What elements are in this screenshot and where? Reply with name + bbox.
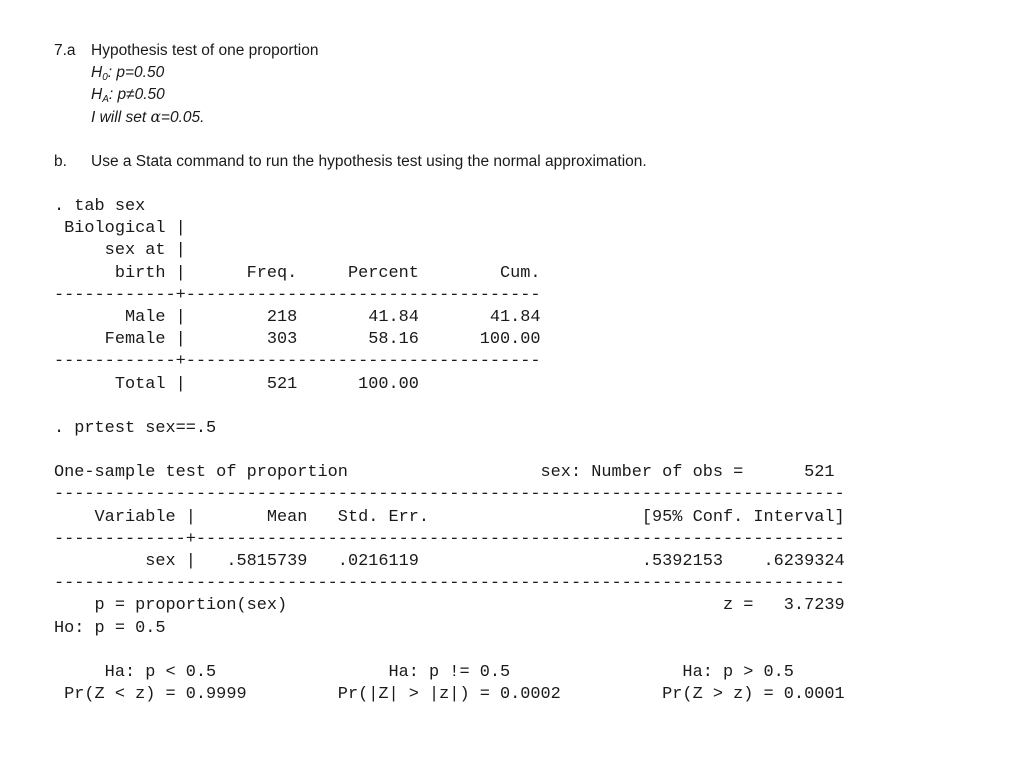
stata-line: sex at | (54, 241, 186, 261)
part-a-section (54, 40, 318, 128)
stata-line: p = proportion(sex) z = 3.7239 (54, 596, 845, 616)
stata-line: sex | .5815739 .0216119 .5392153 .6239324 (54, 552, 845, 571)
stata-line: Variable | Mean Std. Err. [95% Conf. Interval] (54, 507, 845, 527)
alternative-hypothesis-text: : p≠0.50 (108, 86, 165, 103)
stata-line: -------------+---------------------------------------------------------------- (54, 529, 845, 549)
stata-line: ------------------------------------------------------------------------------ (54, 485, 845, 505)
stata-line: ------------+----------------------------------- (54, 352, 541, 372)
alternative-hypothesis-subscript: A (102, 94, 109, 105)
stata-line: birth | Freq. Percent Cum. (54, 263, 541, 283)
stata-line: Female | 303 58.16 100.00 (54, 330, 541, 350)
part-b-number: b. (54, 153, 67, 170)
stata-line: Pr(Z < z) = 0.9999 Pr(|Z| > |z|) = 0.0002 Pr(Z > z) = 0.0001 (54, 685, 845, 705)
stata-line: One-sample test of proportion sex: Number of obs = 521 (54, 463, 835, 483)
stata-line: . tab sex (54, 197, 146, 216)
stata-line: Ho: p = 0.5 (54, 618, 166, 638)
stata-output (54, 196, 845, 706)
alpha-statement: I will set α=0.05. (91, 108, 205, 126)
part-b-header (54, 151, 647, 173)
alpha-symbol: α (150, 108, 161, 126)
stata-line: Total | 521 100.00 (54, 374, 419, 394)
part-a-title: Hypothesis test of one proportion (91, 42, 319, 59)
null-hypothesis-subscript: 0 (102, 72, 108, 83)
null-hypothesis: $H_0$: p=0.50 (91, 64, 165, 83)
stata-line: . prtest sex==.5 (54, 418, 217, 438)
part-b-text: Use a Stata command to run the hypothesis test using the normal approximation. (91, 153, 647, 170)
part-a-header (54, 40, 318, 62)
alternative-hypothesis: $H_A$: p≠0.50 (91, 86, 165, 105)
stata-line: ------------------------------------------------------------------------------ (54, 574, 845, 594)
stata-line: Biological | (54, 219, 186, 239)
part-a-number: 7.a (54, 42, 76, 59)
part-b-section (54, 151, 647, 173)
null-hypothesis-text: : p=0.50 (107, 64, 165, 81)
stata-line (54, 396, 845, 418)
stata-line: Ha: p < 0.5 Ha: p != 0.5 Ha: p > 0.5 (54, 662, 794, 682)
stata-line (54, 440, 845, 462)
stata-line: Male | 218 41.84 41.84 (54, 307, 541, 327)
stata-line (54, 640, 845, 662)
stata-line: ------------+----------------------------------- (54, 285, 541, 305)
